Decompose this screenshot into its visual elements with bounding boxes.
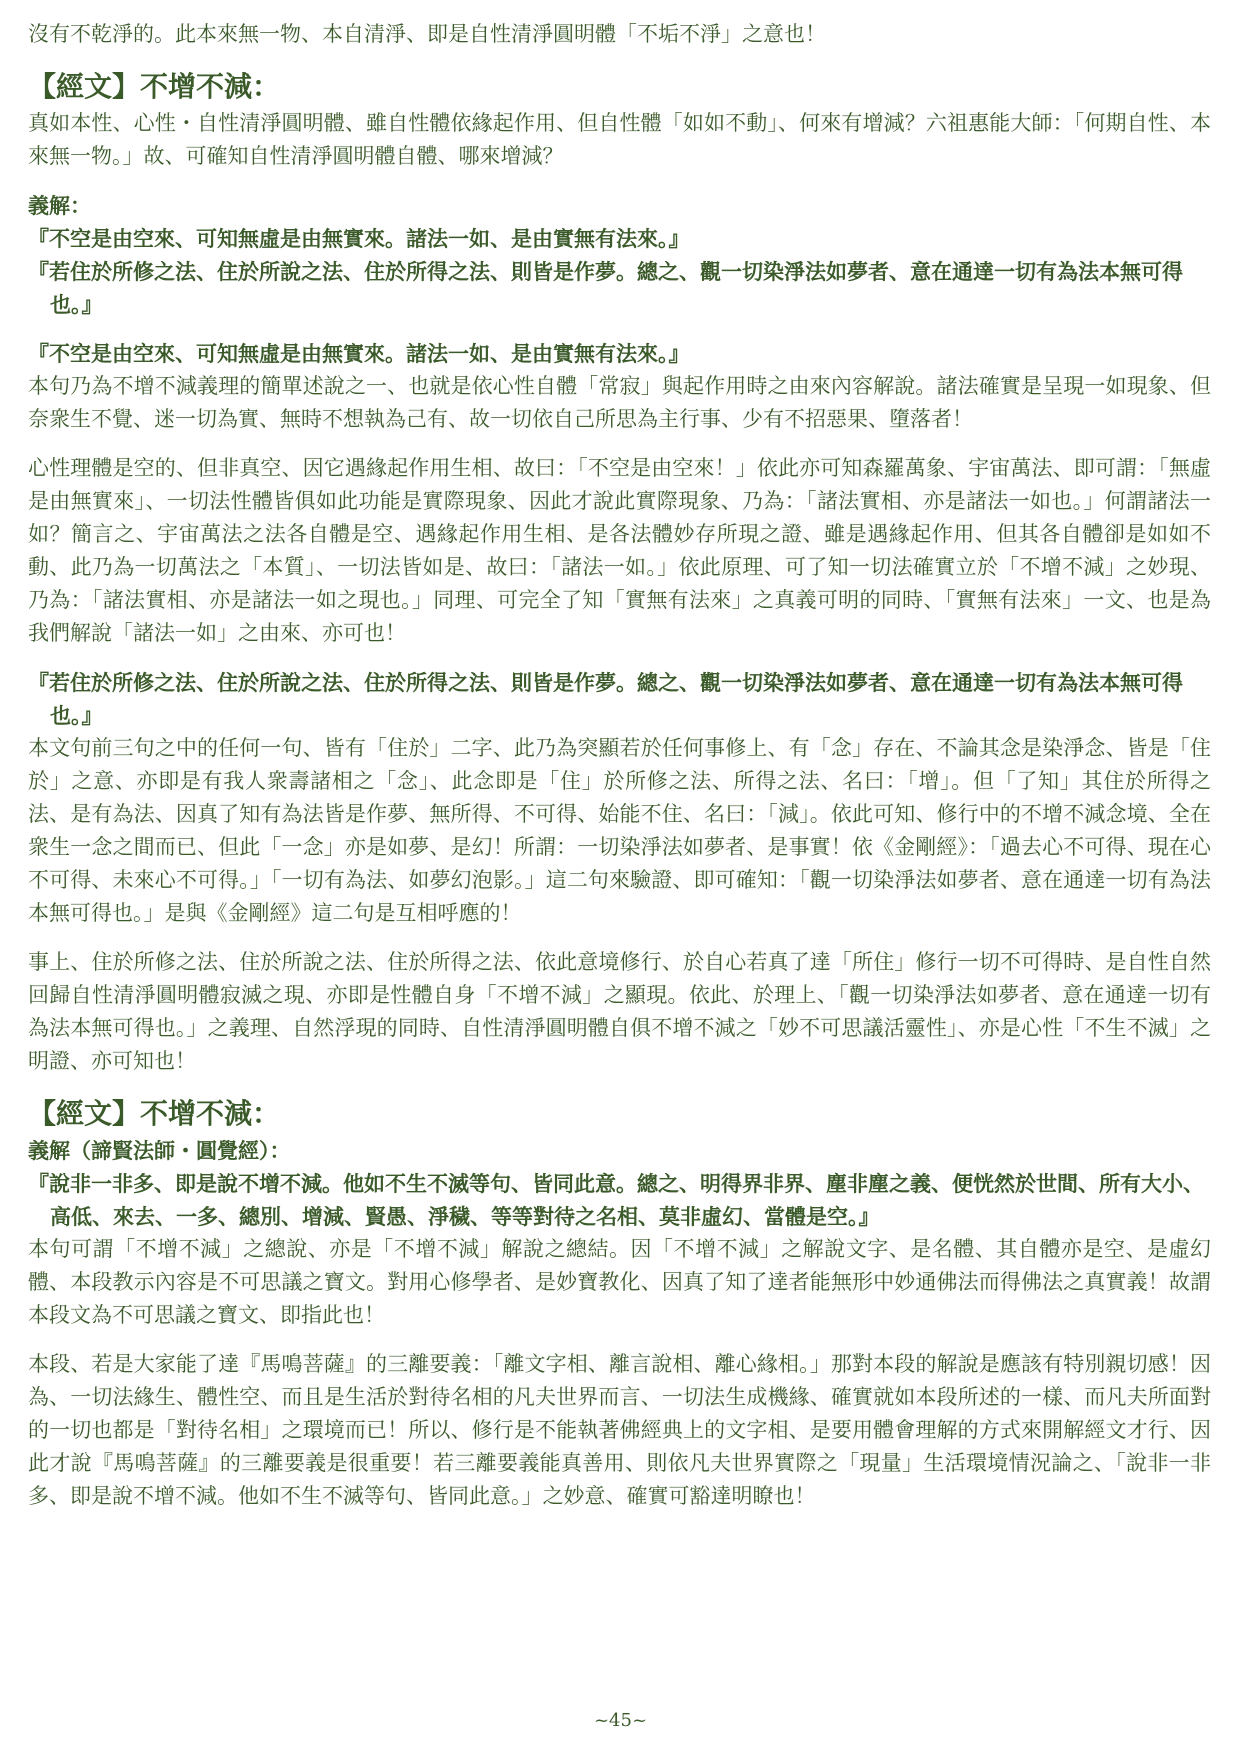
page-number: ~45~	[593, 1710, 648, 1731]
explanation-paragraph-a: 本句乃為不增不減義理的簡單述說之一、也就是依心性自體「常寂」與起作用時之由來內容解說。諸法確實是呈現一如現象、但奈衆生不覺、迷一切為實、無時不想執為己有、故一切依自己所思為主行事、少有不招惡果、墮落者！	[28, 374, 1211, 431]
sutra-heading-1: 【經文】不增不減：	[28, 70, 281, 103]
yijie-label-2: 義解（諦賢法師・圓覺經）：	[28, 1138, 291, 1163]
explanation-paragraph-b: 心性理體是空的、但非真空、因它遇緣起作用生相、故曰：「不空是由空來！」依此亦可知森羅萬象、宇宙萬法、即可謂：「無虛是由無實來」、一切法性體皆俱如此功能是實際現象、因此才說此實際現象、乃為：「諸法實相、亦是諸法一如也。」何謂諸法一如？簡言之、宇宙萬法之法各自體是空、遇緣起作用生相、是各法體妙存所現之證、雖是遇緣起作用、但其各自體卻是如如不動、此乃為一切萬法之「本質」、一切法皆如是、故曰：「諸法一如。」依此原理、可了知一切法確實立於「不增不減」之妙現、乃為：「諸法實相、亦是諸法一如之現也。」同理、可完全了知「實無有法來」之真義可明的同時、「實無有法來」一文、也是為我們解說「諸法一如」之由來、亦可也！	[28, 456, 1211, 645]
quote-2-repeat: 『若住於所修之法、住於所說之法、住於所得之法、則皆是作夢。總之、觀一切染淨法如夢者、意在通達一切有為法本無可得也。』	[28, 670, 1183, 728]
quote-2: 『若住於所修之法、住於所說之法、住於所得之法、則皆是作夢。總之、觀一切染淨法如夢者、意在通達一切有為法本無可得也。』	[28, 259, 1183, 317]
sutra-heading-2: 【經文】不增不減：	[28, 1097, 281, 1130]
intro-paragraph: 沒有不乾淨的。此本來無一物、本自清淨、即是自性清淨圓明體「不垢不淨」之意也！	[28, 22, 826, 46]
explanation-paragraph-f: 本段、若是大家能了達『馬鳴菩薩』的三離要義：「離文字相、離言說相、離心緣相。」那對本段的解說是應該有特別親切感！因為、一切法緣生、體性空、而且是生活於對待名相的凡夫世界而言、一切法生成機緣、確實就如本段所述的一樣、而凡夫所面對的一切也都是「對待名相」之環境而已！所以、修行是不能執著佛經典上的文字相、是要用體會理解的方式來開解經文才行、因此才說『馬鳴菩薩』的三離要義是很重要！若三離要義能真善用、則依凡夫世界實際之「現量」生活環境情況論之、「說非一非多、即是說不增不減。他如不生不滅等句、皆同此意。」之妙意、確實可豁達明瞭也！	[28, 1352, 1211, 1508]
yijie-label-1: 義解：	[28, 193, 91, 218]
explanation-paragraph-d: 事上、住於所修之法、住於所說之法、住於所得之法、依此意境修行、於自心若真了達「所住」修行一切不可得時、是自性自然回歸自性清淨圓明體寂滅之現、亦即是性體自身「不增不減」之顯現。依此、於理上、「觀一切染淨法如夢者、意在通達一切有為法本無可得也。」之義理、自然浮現的同時、自性清淨圓明體自俱不增不減之「妙不可思議活靈性」、亦是心性「不生不滅」之明證、亦可知也！	[28, 950, 1211, 1073]
explanation-paragraph-c: 本文句前三句之中的任何一句、皆有「住於」二字、此乃為突顯若於任何事修上、有「念」存在、不論其念是染淨念、皆是「住於」之意、亦即是有我人衆壽諸相之「念」、此念即是「住」於所修之法、所得之法、名曰：「增」。但「了知」其住於所得之法、是有為法、因真了知有為法皆是作夢、無所得、不可得、始能不住、名曰：「減」。依此可知、修行中的不增不減念境、全在衆生一念之間而已、但此「一念」亦是如夢、是幻！所謂：一切染淨法如夢者、是事實！依《金剛經》：「過去心不可得、現在心不可得、未來心不可得。」「一切有為法、如夢幻泡影。」這二句來驗證、即可確知：「觀一切染淨法如夢者、意在通達一切有為法本無可得也。」是與《金剛經》這二句是互相呼應的！	[28, 736, 1211, 925]
quote-3: 『說非一非多、即是說不增不減。他如不生不滅等句、皆同此意。總之、明得界非界、塵非塵之義、便恍然於世間、所有大小、高低、來去、一多、總別、增減、賢愚、淨穢、等等對待之名相、莫非虛幻、當體是空。』	[28, 1171, 1204, 1229]
sutra-paragraph-1: 真如本性、心性・自性清淨圓明體、雖自性體依緣起作用、但自性體「如如不動」、何來有增減？六祖惠能大師：「何期自性、本來無一物。」故、可確知自性清淨圓明體自體、哪來增減？	[28, 111, 1211, 168]
quote-1: 『不空是由空來、可知無虛是由無實來。諸法一如、是由實無有法來。』	[28, 226, 690, 251]
quote-1-repeat: 『不空是由空來、可知無虛是由無實來。諸法一如、是由實無有法來。』	[28, 341, 690, 366]
explanation-paragraph-e: 本句可謂「不增不減」之總說、亦是「不增不減」解說之總結。因「不增不減」之解說文字、是名體、其自體亦是空、是虛幻體、本段教示內容是不可思議之寶文。對用心修學者、是妙寶教化、因真了知了達者能無形中妙通佛法而得佛法之真實義！故謂本段文為不可思議之寶文、即指此也！	[28, 1237, 1211, 1327]
